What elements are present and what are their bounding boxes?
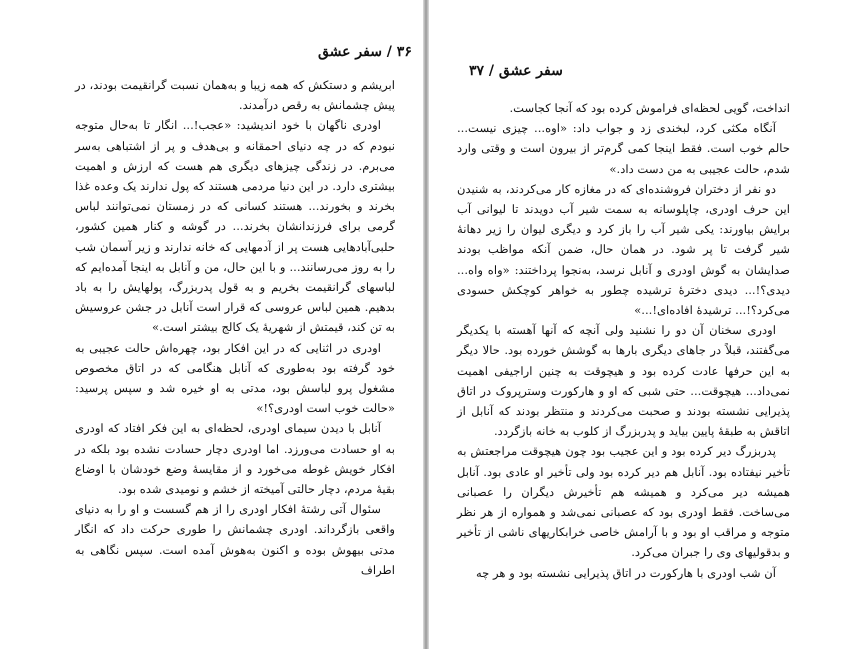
paragraph: اودری سخنان آن دو را نشنید ولی آنچه که آنها آهسته با یکدیگر می‌گفتند، قبلاً در جاهای دیگری بارها به گوشش خورده بود. حالا دیگر به این حرفها عادت کرده بود و هیچوقت به چنین اراجیفی اهمیت نمی‌داد... هیچوقت... حتی شبی که او و هارکورت وسترپروک در اتاق پذیرایی نشسته بودند و صحبت می‌کردند و منتظر بودند که آنابل از اتاقش به طبقهٔ پایین بیاید و پدربزرگ از کلوب به خانه بازگردد. — [457, 323, 790, 439]
paragraph: اودری ناگهان با خود اندیشید: «عجب!... انگار تا به‌حال متوجه نبودم که در چه دنیای احمقانه و بی‌هدف و پر از اشتباهی به‌سر می‌برم. در زندگی چیزهای دیگری هم هست که ارزش و اهمیت بیشتری دارد. در این دنیا مردمی هستند که پول ندارند یک وعده غذا بخرند و بخورند... هستند کسانی که در زمستان نمی‌توانند لباس گرمی برای فرزندانشان بخرند... در گوشه و کنار همین کشور، حلبی‌آبادهایی هست پر از آدمهایی که خانه ندارند و زیر آسمان شب را به روز می‌رسانند... و با این حال، من و آنابل به اینجا آمده‌ایم که لباسهای گرانقیمت بخریم و به قول پدربزرگ، پولهایش را به باد بدهیم. همین لباس عروسی که قرار است آنابل در جشن عروسیش به تن کند، قیمتش از شهریهٔ یک کالج بیشتر است.» — [75, 118, 395, 335]
paragraph: اودری در اثنایی که در این افکار بود، چهره‌اش حالت عجیبی به خود گرفته بود به‌طوری که آنابل هنگامی که در اتاق مخصوص مشغول پرو لباسش بود، مدتی به او خیره شد و سپس پرسید: «حالت خوب است اودری؟!» — [75, 340, 395, 416]
right-page — [429, 0, 853, 649]
paragraph: انداخت، گویی لحظه‌ای فراموش کرده بود که آنجا کجاست. — [509, 101, 790, 115]
page-header: ۳۶ / سفر عشق — [318, 44, 412, 60]
paragraph: پدربزرگ دیر کرده بود و این عجیب بود چون هیچوقت مراجعتش به تأخیر نیفتاده بود. آنابل هم دیر کرده بود ولی تأخیر او عادی بود. آنابل همیشه دیر می‌کرد و همیشه هم تأخیرش دیگران را عصبانی می‌ساخت. فقط اودری بود که عصبانی نمی‌شد و همواره از هر نظر متوجه و مراقب او بود و با آرامش خاصی خرابکاریهای ناشی از تأخیر و بدقولیهای وی را جبران می‌کرد. — [457, 444, 790, 560]
paragraph: ابریشم و دستکش که همه زیبا و به‌همان نسبت گرانقیمت بودند، در پیش چشمانش به رقص درآمدند. — [75, 78, 395, 113]
paragraph: آنگاه مکثی کرد، لبخندی زد و جواب داد: «اوه... چیزی نیست... حالم خوب است. فقط اینجا کمی گرم‌تر از بیرون است و وقتی وارد شدم، حالت عجیبی به من دست داد.» — [457, 121, 790, 176]
page-body — [457, 98, 790, 583]
paragraph: دو نفر از دختران فروشنده‌ای که در مغازه کار می‌کردند، به شنیدن این حرف اودری، چاپلوسانه به سمت شیر آب دویدند تا لیوانی آب برایش بیاورند: یکی شیر آب را باز کرد و دیگری لیوان را زیر دهانهٔ شیر گرفت تا پر شود. در همان حال، ضمن آنکه مواظب بودند صدایشان به گوش اودری و آنابل نرسد، به‌نجوا پرداختند: «واه واه... دیدی؟!... دیدی دخترهٔ ترشیده چطور به خواهر کوچکش حسودی می‌کرد؟!... ترشیدهٔ افاده‌ای!...» — [457, 181, 790, 318]
paragraph: سئوال آتی رشتهٔ افکار اودری را از هم گسست و او را به دنیای واقعی بازگرداند. اودری چشمانش را طوری حرکت داد که انگار مدتی بیهوش بوده و اکنون به‌هوش آمده است. سپس نگاهی به اطراف — [75, 502, 395, 577]
page-header: سفر عشق / ۳۷ — [469, 63, 563, 79]
left-page — [0, 0, 423, 649]
paragraph: آنابل با دیدن سیمای اودری، لحظه‌ای به این فکر افتاد که اودری به او حسادت می‌ورزد. اما اودری دچار حسادت نشده بود بلکه در افکار خویش غوطه می‌خورد و از مقایسهٔ وضع خودشان با اوضاع بقیهٔ مردم، دچار حالتی آمیخته از خشم و نومیدی شده بود. — [75, 421, 395, 497]
paragraph: آن شب اودری با هارکورت در اتاق پذیرایی نشسته بود و هر چه — [475, 565, 776, 580]
page-body — [75, 75, 395, 580]
